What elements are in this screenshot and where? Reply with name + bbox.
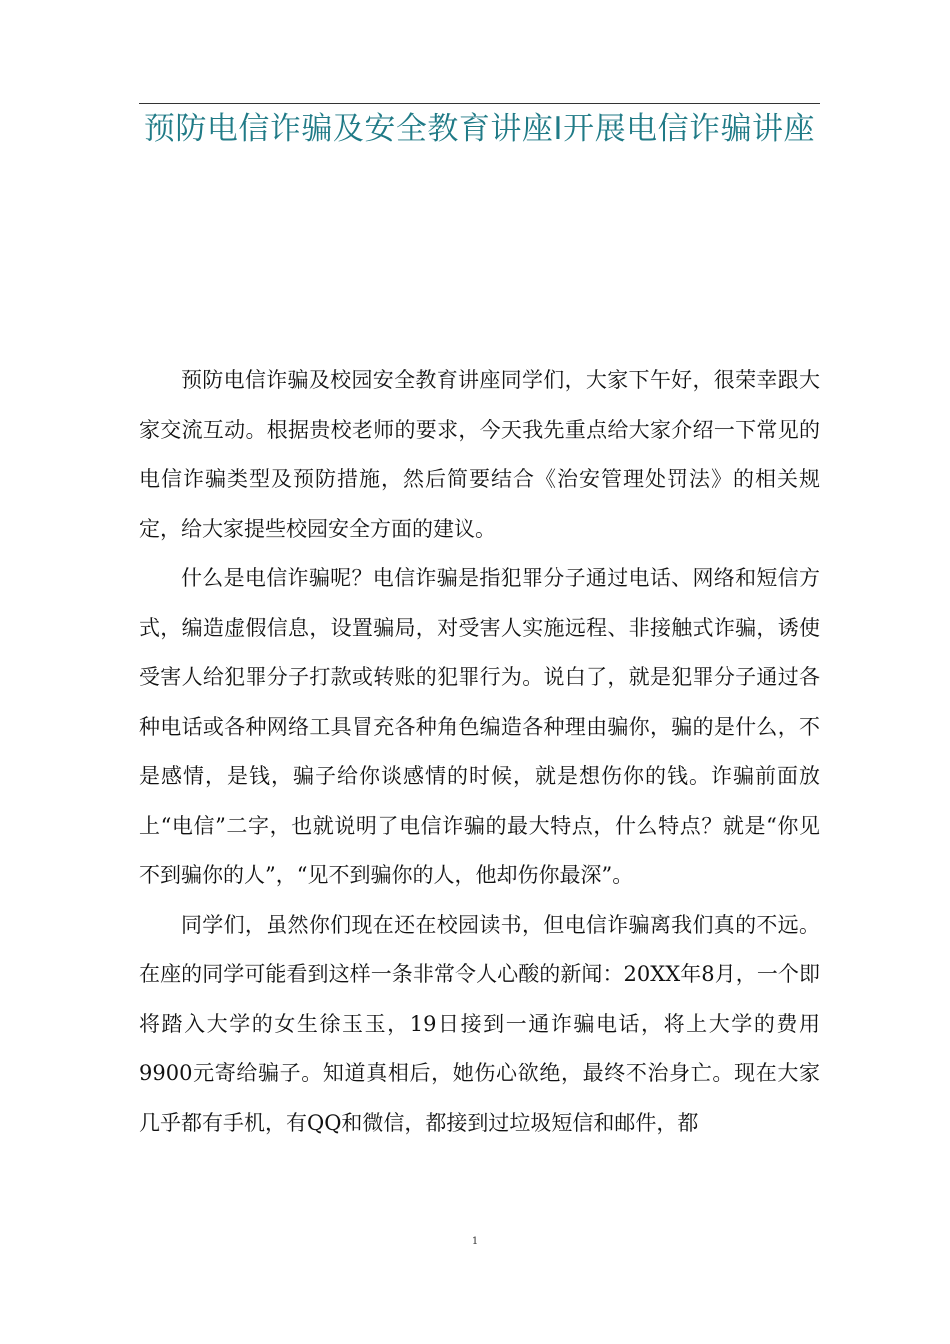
paragraph-1: 预防电信诈骗及校园安全教育讲座同学们，大家下午好，很荣幸跟大家交流互动。根据贵校老师的要求，今天我先重点给大家介绍一下常见的电信诈骗类型及预防措施，然后简要结合《治安管理处罚法》的相关规定，给大家提些校园安全方面的建议。 xyxy=(139,368,820,541)
header-rule xyxy=(139,103,820,104)
document-title: 预防电信诈骗及安全教育讲座I开展电信诈骗讲座 xyxy=(143,111,816,147)
paragraph-3: 同学们，虽然你们现在还在校园读书，但电信诈骗离我们真的不远。在座的同学可能看到这样一条非常令人心酸的新闻：20XX年8月，一个即将踏入大学的女生徐玉玉，19日接到一通诈骗电话，将上大学的费用9900元寄给骗子。知道真相后，她伤心欲绝，最终不治身亡。现在大家几乎都有手机，有QQ和微信，都接到过垃圾短信和邮件，都 xyxy=(139,912,820,1135)
paragraph-2: 什么是电信诈骗呢？电信诈骗是指犯罪分子通过电话、网络和短信方式，编造虚假信息，设置骗局，对受害人实施远程、非接触式诈骗，诱使受害人给犯罪分子打款或转账的犯罪行为。说白了，就是犯罪分子通过各种电话或各种网络工具冒充各种角色编造各种理由骗你，骗的是什么，不是感情，是钱，骗子给你谈感情的时候，就是想伤你的钱。诈骗前面放上“电信”二字，也就说明了电信诈骗的最大特点，什么特点？就是“你见不到骗你的人”，“见不到骗你的人，他却伤你最深”。 xyxy=(139,566,820,887)
page-number: 1 xyxy=(471,1236,479,1247)
document-body xyxy=(139,356,820,1148)
